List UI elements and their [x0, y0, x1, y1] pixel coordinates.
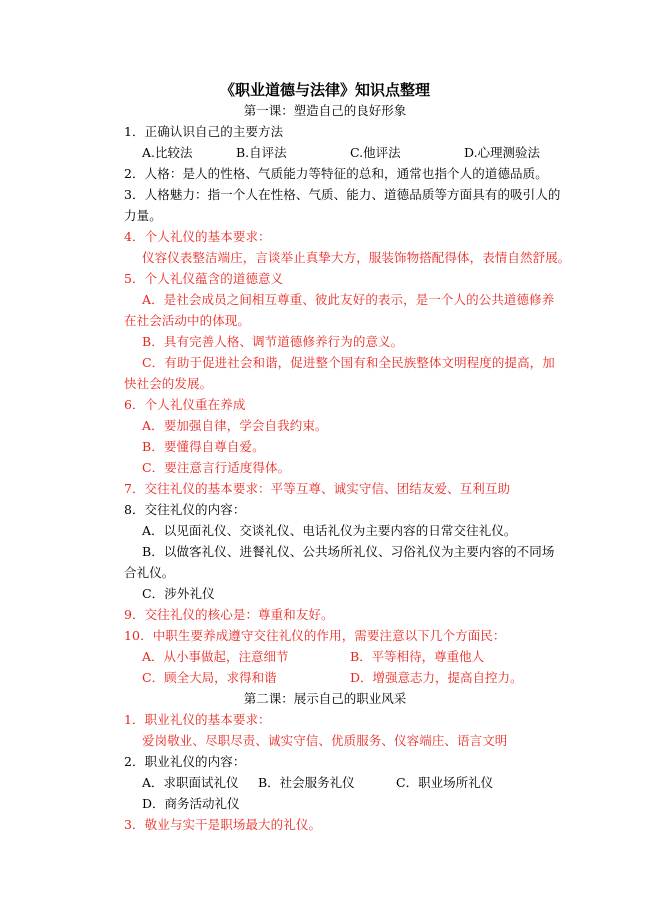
lesson1-item1: 1．正确认识自己的主要方法	[124, 124, 284, 139]
document-title: 《职业道德与法律》知识点整理	[219, 81, 430, 99]
lesson1-item1-option-c: C.他评法	[350, 145, 401, 160]
lesson1-item8-b-line2: 合礼仪。	[124, 565, 175, 580]
lesson2-heading: 第二课：展示自己的职业风采	[243, 691, 407, 706]
lesson1-item6-a: A．要加强自律，学会自我约束。	[142, 418, 328, 433]
lesson1-item10-a: A．从小事做起，注意细节	[142, 649, 289, 664]
lesson1-item4-text: 仪容仪表整洁端庄，言谈举止真挚大方，服装饰物搭配得体，表情自然舒展。	[142, 250, 571, 265]
lesson1-item10: 10．中职生要养成遵守交往礼仪的作用，需要注意以下几个方面民：	[124, 628, 506, 643]
lesson1-item5-c-line2: 快社会的发展。	[124, 376, 213, 391]
lesson1-item6-c: C．要注意言行适度得体。	[142, 460, 291, 475]
lesson1-item5-a-line1: A．是社会成员之间相互尊重、彼此友好的表示，是一个人的公共道德修养	[142, 292, 555, 307]
lesson1-item10-b: B．平等相待，尊重他人	[350, 649, 485, 664]
lesson1-item9: 9．交往礼仪的核心是：尊重和友好。	[124, 607, 334, 622]
lesson1-item10-d: D．增强意志力，提高自控力。	[350, 670, 523, 685]
lesson2-item1: 1．职业礼仪的基本要求：	[124, 712, 271, 727]
lesson1-item8-b-line1: B．以做客礼仪、进餐礼仪、公共场所礼仪、习俗礼仪为主要内容的不同场	[142, 544, 555, 559]
lesson2-item2-b: B．社会服务礼仪	[258, 775, 355, 790]
lesson2-item2: 2．职业礼仪的内容：	[124, 754, 246, 769]
lesson2-item2-d: D．商务活动礼仪	[142, 796, 240, 811]
lesson2-item2-a: A．求职面试礼仪	[142, 775, 239, 790]
lesson1-item1-option-b: B.自评法	[236, 145, 287, 160]
lesson1-item5-a-line2: 在社会活动中的体现。	[124, 313, 251, 328]
lesson1-item8: 8．交往礼仪的内容：	[124, 502, 246, 517]
lesson1-item3-line1: 3．人格魅力：指一个人在性格、气质、能力、道德品质等方面具有的吸引人的	[124, 187, 561, 202]
lesson1-item8-c: C．涉外礼仪	[142, 586, 215, 601]
lesson2-item2-c: C．职业场所礼仪	[396, 775, 494, 790]
lesson1-item6: 6．个人礼仪重在养成	[124, 397, 246, 412]
lesson1-item4: 4．个人礼仪的基本要求：	[124, 229, 271, 244]
lesson1-item3-line2: 力量。	[124, 208, 162, 223]
lesson1-item5-b: B．具有完善人格、调节道德修养行为的意义。	[142, 334, 404, 349]
lesson1-item8-a: A．以见面礼仪、交谈礼仪、电话礼仪为主要内容的日常交往礼仪。	[142, 523, 517, 538]
lesson2-item1-text: 爱岗敬业、尽职尽责、诚实守信、优质服务、仪容端庄、语言文明	[142, 733, 508, 748]
lesson1-item5-c-line1: C．有助于促进社会和谐，促进整个国有和全民族整体文明程度的提高，加	[142, 355, 555, 370]
lesson2-item3: 3．敬业与实干是职场最大的礼仪。	[124, 817, 322, 832]
lesson1-item1-option-d: D.心理测验法	[464, 145, 541, 160]
lesson1-heading: 第一课：塑造自己的良好形象	[243, 103, 407, 118]
lesson1-item2: 2．人格：是人的性格、气质能力等特征的总和，通常也指个人的道德品质。	[124, 166, 548, 181]
lesson1-item6-b: B．要懂得自尊自爱。	[142, 439, 265, 454]
lesson1-item7: 7．交往礼仪的基本要求：平等互尊、诚实守信、团结友爱、互利互助	[124, 481, 511, 496]
lesson1-item10-c: C．顾全大局，求得和谐	[142, 670, 277, 685]
lesson1-item1-option-a: A.比较法	[142, 145, 193, 160]
lesson1-item5: 5．个人礼仪蕴含的道德意义	[124, 271, 284, 286]
